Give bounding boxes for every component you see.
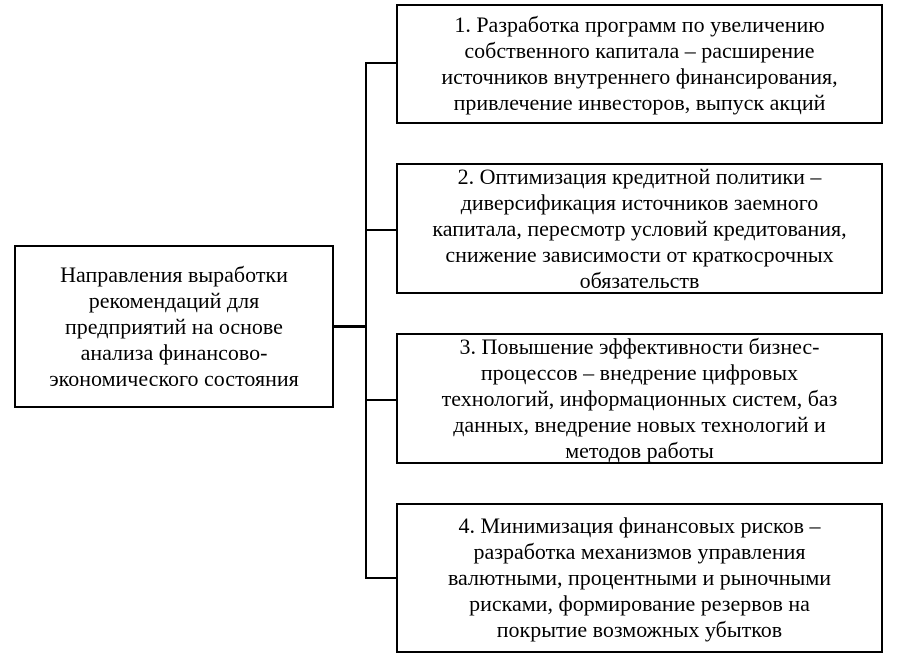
branch-line: 4. Минимизация финансовых рисков – [458, 513, 821, 538]
branch-line: привлечение инвесторов, выпуск акций [453, 90, 826, 115]
branch-line: валютными, процентными и рыночными [447, 565, 832, 590]
connector-branch-3 [366, 399, 396, 401]
branch-line: диверсификация источников заемного [460, 189, 819, 215]
main-topic-box [14, 245, 334, 408]
branch-box-2 [396, 163, 883, 294]
branch-line: 3. Повышение эффективности бизнес- [459, 333, 820, 359]
branch-line: снижение зависимости от краткосрочных [445, 241, 834, 267]
branch-line: покрытие возможных убытков [496, 617, 783, 642]
branch-line: методов работы [565, 437, 714, 463]
branch-line: технологий, информационных систем, баз [441, 385, 838, 411]
connector-branch-2 [366, 229, 396, 231]
main-topic-line: анализа финансово- [80, 339, 268, 365]
branch-box-3 [396, 333, 883, 464]
branch-line: собственного капитала – расширение [464, 38, 815, 63]
branch-line: процессов – внедрение цифровых [480, 359, 799, 385]
branch-line: 2. Оптимизация кредитной политики – [457, 163, 822, 189]
main-topic-line: предприятий на основе [65, 313, 283, 339]
branch-line: данных, внедрение новых технологий и [453, 411, 826, 437]
branch-line: разработка механизмов управления [473, 539, 806, 564]
main-topic-line: экономического состояния [49, 365, 299, 391]
branch-text-4 [448, 513, 831, 643]
branch-line: источников внутреннего финансирования, [441, 64, 838, 89]
branch-text-1 [441, 12, 837, 116]
main-topic-line: Направления выработки [60, 261, 288, 287]
main-topic-text [49, 262, 299, 392]
main-topic-line: рекомендаций для [88, 287, 260, 313]
branch-line: капитала, пересмотр условий кредитования, [432, 215, 847, 241]
branch-line: рисками, формирование резервов на [469, 591, 810, 616]
connector-spine [365, 62, 367, 579]
branch-box-4 [396, 503, 883, 653]
connector-main-to-spine [334, 325, 366, 328]
branch-text-2 [432, 164, 846, 294]
connector-branch-1 [366, 62, 396, 64]
branch-line: 1. Разработка программ по увеличению [454, 12, 825, 37]
branch-text-3 [442, 334, 838, 464]
branch-line: обязательств [579, 267, 700, 293]
connector-branch-4 [366, 577, 396, 579]
branch-box-1 [396, 4, 883, 124]
